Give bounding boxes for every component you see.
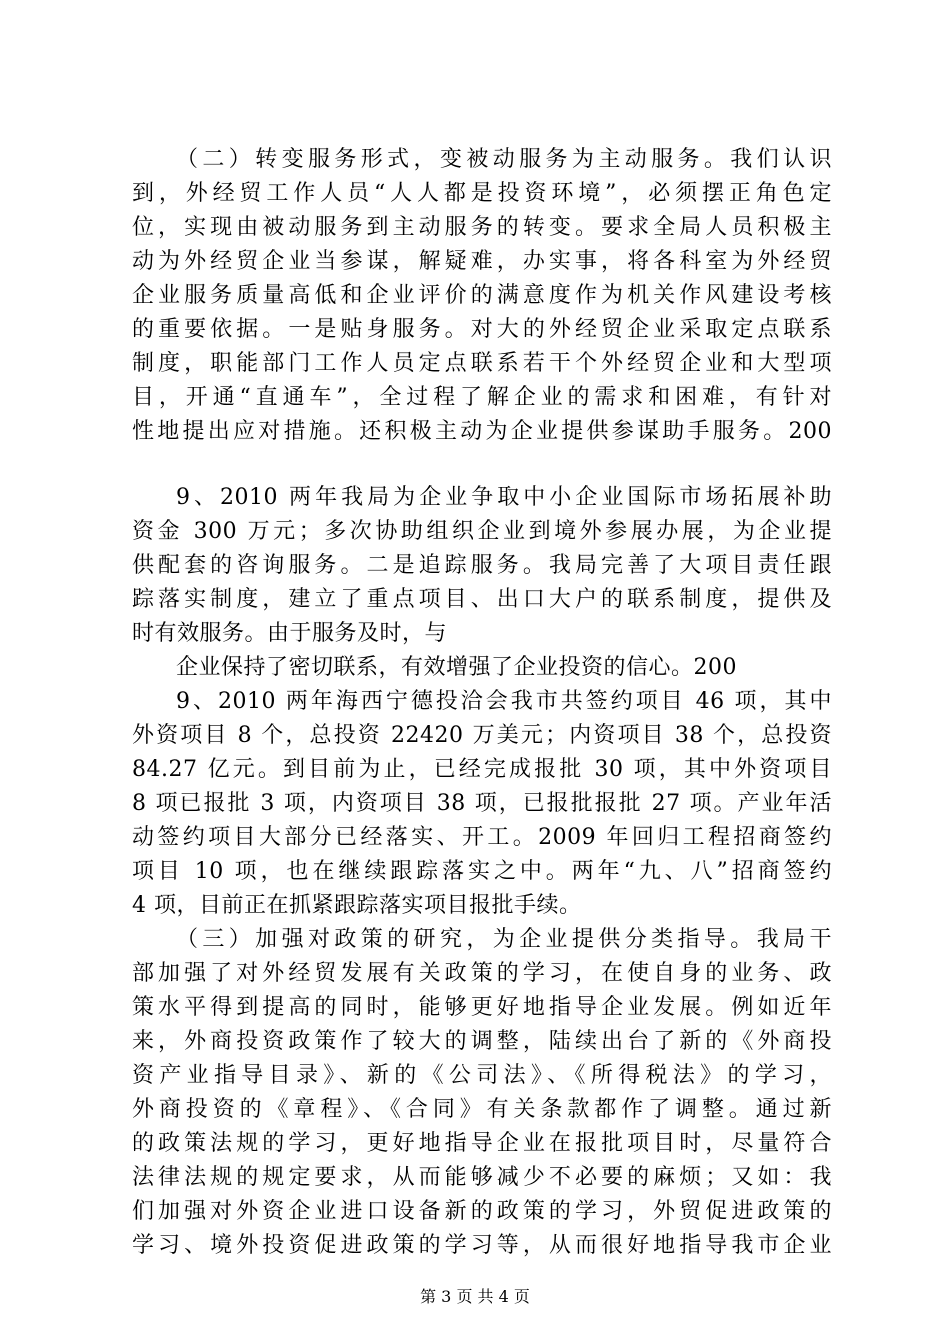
- paragraph-line: 企业服务质量高低和企业评价的满意度作为机关作风建设考核: [132, 283, 832, 308]
- paragraph-line: 到，外经贸工作人员“人人都是投资环境”，必须摆正角色定: [132, 181, 832, 206]
- paragraph-line: 企业保持了密切联系，有效增强了企业投资的信心。200: [176, 655, 737, 680]
- paragraph-line: 9、2010 两年我局为企业争取中小企业国际市场拓展补助: [176, 485, 832, 510]
- paragraph-line: 动为外经贸企业当参谋，解疑难，办实事，将各科室为外经贸: [132, 249, 832, 274]
- paragraph-line: 动签约项目大部分已经落实、开工。2009 年回归工程招商签约: [132, 825, 832, 850]
- paragraph-line: 来，外商投资政策作了较大的调整，陆续出台了新的《外商投: [132, 1029, 832, 1054]
- paragraph-line: 外商投资的《章程》、《合同》有关条款都作了调整。通过新: [132, 1097, 832, 1122]
- paragraph-line: 84.27 亿元。到目前为止，已经完成报批 30 项，其中外资项目: [132, 757, 832, 782]
- paragraph-line: 法律法规的规定要求，从而能够减少不必要的麻烦；又如：我: [132, 1165, 832, 1190]
- paragraph-line: 资金 300 万元；多次协助组织企业到境外参展办展，为企业提: [132, 519, 832, 544]
- paragraph-line: 的重要依据。一是贴身服务。对大的外经贸企业采取定点联系: [132, 317, 832, 342]
- paragraph-line: 9、2010 两年海西宁德投洽会我市共签约项目 46 项，其中: [176, 689, 832, 714]
- page-number-footer: 第 3 页 共 4 页: [420, 1287, 530, 1306]
- paragraph-line: 位，实现由被动服务到主动服务的转变。要求全局人员积极主: [132, 215, 832, 240]
- paragraph-line: 制度，职能部门工作人员定点联系若干个外经贸企业和大型项: [132, 351, 832, 376]
- paragraph-line: 供配套的咨询服务。二是追踪服务。我局完善了大项目责任跟: [132, 553, 832, 578]
- paragraph-line: 8 项已报批 3 项，内资项目 38 项，已报批报批 27 项。产业年活: [132, 791, 832, 816]
- paragraph-line: 项目 10 项，也在继续跟踪落实之中。两年“九、八”招商签约: [132, 859, 832, 884]
- paragraph-line: 外资项目 8 个，总投资 22420 万美元；内资项目 38 个，总投资: [132, 723, 832, 748]
- paragraph-line: 4 项，目前正在抓紧跟踪落实项目报批手续。: [132, 893, 582, 918]
- paragraph-line: 目，开通“直通车”，全过程了解企业的需求和困难，有针对: [132, 385, 832, 410]
- paragraph-line: 策水平得到提高的同时，能够更好地指导企业发展。例如近年: [132, 995, 832, 1020]
- paragraph-line: 学习、境外投资促进政策的学习等，从而很好地指导我市企业: [132, 1233, 832, 1258]
- paragraph-line: 踪落实制度，建立了重点项目、出口大户的联系制度，提供及: [132, 587, 832, 612]
- paragraph-line: （二）转变服务形式，变被动服务为主动服务。我们认识: [176, 147, 832, 172]
- paragraph-line: 部加强了对外经贸发展有关政策的学习，在使自身的业务、政: [132, 961, 832, 986]
- paragraph-line: （三）加强对政策的研究，为企业提供分类指导。我局干: [176, 927, 832, 952]
- paragraph-line: 们加强对外资企业进口设备新的政策的学习，外贸促进政策的: [132, 1199, 832, 1224]
- paragraph-line: 性地提出应对措施。还积极主动为企业提供参谋助手服务。200: [132, 419, 832, 444]
- paragraph-line: 时有效服务。由于服务及时，与: [132, 621, 448, 646]
- paragraph-line: 的政策法规的学习，更好地指导企业在报批项目时，尽量符合: [132, 1131, 832, 1156]
- paragraph-line: 资产业指导目录》、新的《公司法》、《所得税法》的学习，: [132, 1063, 832, 1088]
